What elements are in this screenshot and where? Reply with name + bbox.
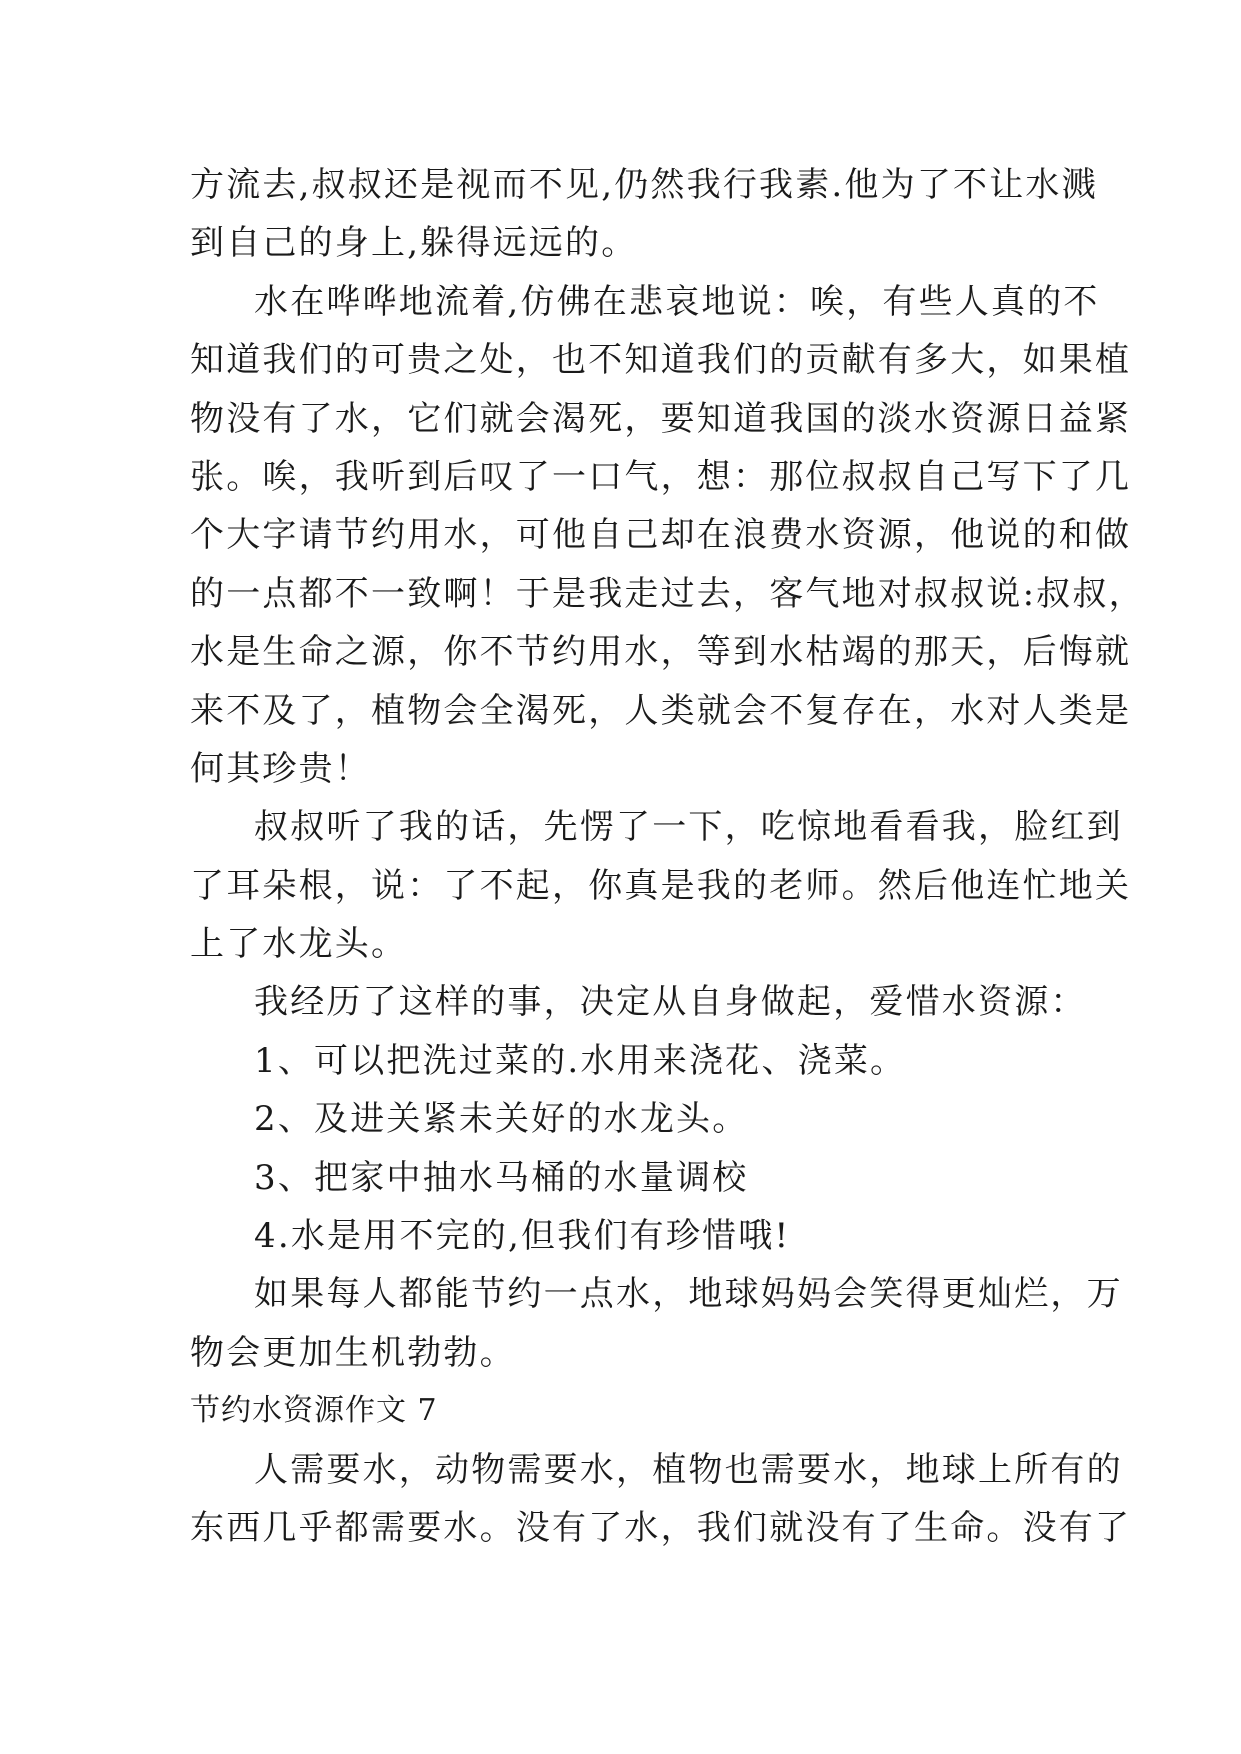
text-line: 个大字请节约用水，可他自己却在浪费水资源，他说的和做 xyxy=(190,515,1132,556)
text-line: 来不及了，植物会全渴死，人类就会不复存在，水对人类是 xyxy=(190,690,1132,731)
text-line: 上了水龙头。 xyxy=(190,924,408,965)
paragraph-start: 我经历了这样的事，决定从自身做起，爱惜水资源： xyxy=(254,982,1087,1023)
document-page xyxy=(190,156,1145,1557)
paragraph-start: 如果每人都能节约一点水，地球妈妈会笑得更灿烂，万 xyxy=(254,1274,1123,1315)
section-heading: 节约水资源作文 7 xyxy=(190,1393,438,1429)
text-line: 水是生命之源，你不节约用水，等到水枯竭的那天，后悔就 xyxy=(190,632,1132,673)
text-line: 的一点都不一致啊！于是我走过去，客气地对叔叔说:叔叔， xyxy=(190,573,1145,614)
text-line: 物没有了水，它们就会渴死，要知道我国的淡水资源日益紧 xyxy=(190,398,1132,439)
text-line: 到自己的身上,躲得远远的。 xyxy=(190,223,638,264)
paragraph-start: 叔叔听了我的话，先愣了一下，吃惊地看看我，脸红到 xyxy=(254,807,1123,848)
text-line: 方流去,叔叔还是视而不见,仍然我行我素.他为了不让水溅 xyxy=(190,165,1098,205)
paragraph-start: 水在哗哗地流着,仿佛在悲哀地说：唉，有些人真的不 xyxy=(254,281,1100,322)
list-item: 1、可以把洗过菜的.水用来浇花、浇菜。 xyxy=(254,1040,907,1081)
text-line: 物会更加生机勃勃。 xyxy=(190,1332,516,1373)
list-item: 2、及进关紧未关好的水龙头。 xyxy=(254,1099,749,1140)
text-line: 了耳朵根，说：了不起，你真是我的老师。然后他连忙地关 xyxy=(190,865,1132,906)
text-line: 何其珍贵！ xyxy=(190,748,371,789)
text-line: 张。唉，我听到后叹了一口气，想：那位叔叔自己写下了几 xyxy=(190,456,1132,497)
text-line: 东西几乎都需要水。没有了水，我们就没有了生命。没有了 xyxy=(190,1507,1132,1548)
paragraph-start: 人需要水，动物需要水，植物也需要水，地球上所有的 xyxy=(254,1449,1123,1490)
text-line: 知道我们的可贵之处，也不知道我们的贡献有多大，如果植 xyxy=(190,340,1132,381)
list-item: 4.水是用不完的,但我们有珍惜哦! xyxy=(254,1216,791,1257)
list-item: 3、把家中抽水马桶的水量调校 xyxy=(254,1157,749,1198)
